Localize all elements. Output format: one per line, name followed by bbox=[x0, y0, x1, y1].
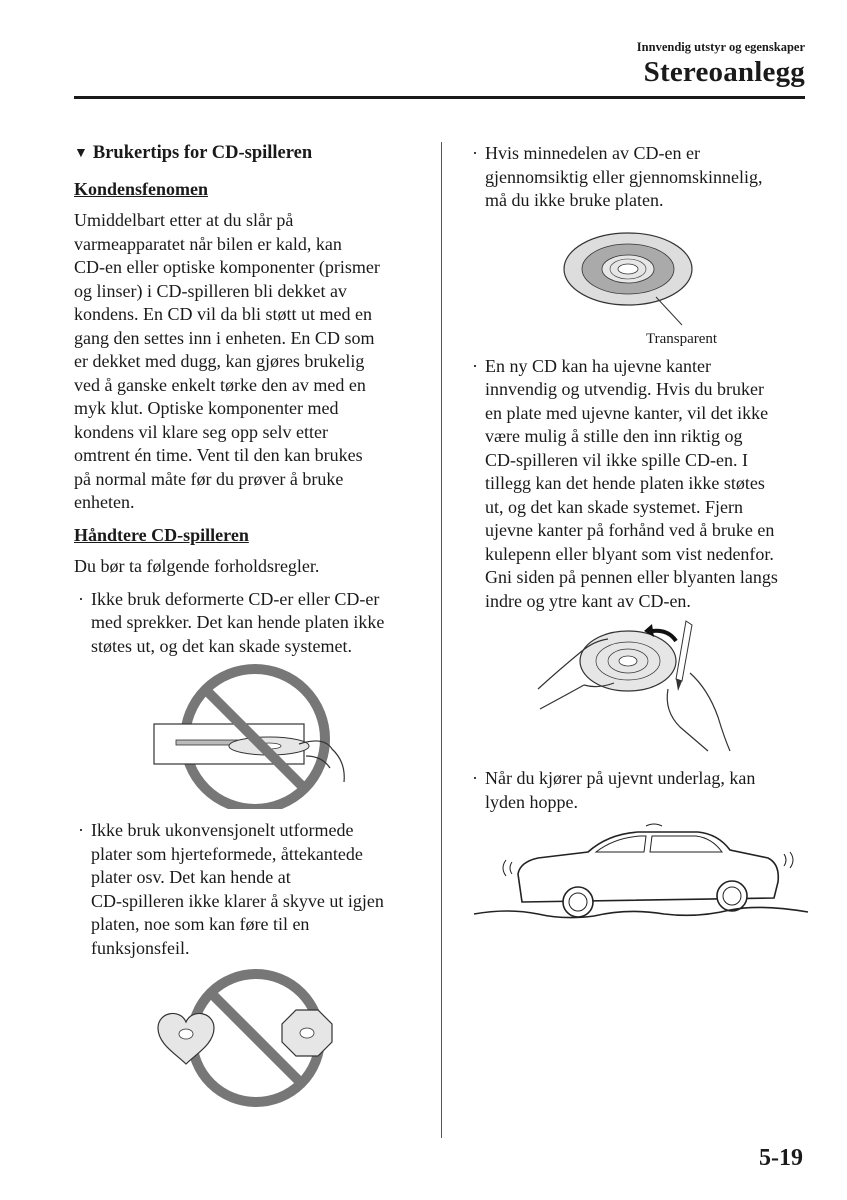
text-line: og linser) i CD-spilleren bli dekket av bbox=[74, 280, 347, 301]
handling-heading: Håndtere CD-spilleren bbox=[74, 524, 249, 545]
text-line: Hvis minnedelen av CD-en er bbox=[485, 143, 700, 163]
text-line: Gni siden på pennen eller blyanten langs bbox=[485, 567, 778, 587]
transparent-cd-illustration bbox=[468, 219, 814, 347]
bullet-dot: · bbox=[472, 355, 478, 376]
text-line: en plate med ujevne kanter, vil det ikke bbox=[485, 402, 769, 423]
text-line: varmeapparatet når bilen er kald, kan bbox=[74, 233, 342, 254]
bullet-unconventional-cd bbox=[74, 819, 422, 960]
right-column bbox=[468, 142, 814, 932]
car-rough-road-illustration bbox=[468, 822, 814, 932]
triangle-marker-icon: ▼ bbox=[74, 146, 88, 161]
text-line: ved å ganske enkelt tørke den av med en bbox=[74, 374, 366, 395]
text-line: funksjonsfeil. bbox=[91, 937, 190, 958]
text-line: tillegg kan det hende platen ikke støtes bbox=[485, 473, 765, 493]
text-line: er dekket med dugg, kan gjøres brukelig bbox=[74, 351, 365, 371]
condensation-paragraph bbox=[74, 209, 422, 515]
bullet-dot: · bbox=[78, 588, 84, 609]
text-line: ujevne kanter på forhånd ved å bruke en bbox=[485, 520, 775, 540]
bullet-rough-edges bbox=[468, 355, 814, 614]
text-line: lyden hoppe. bbox=[485, 791, 578, 812]
bullet-deformed-cd bbox=[74, 588, 422, 659]
section-heading-text: Brukertips for CD-spilleren bbox=[92, 143, 313, 163]
text-line: CD-spilleren ikke klarer å skyve ut igjen bbox=[91, 890, 384, 911]
chapter-subtitle: Innvendig utstyr og egenskaper bbox=[636, 40, 805, 54]
text-line: CD-en eller optiske komponenter (prismer bbox=[74, 257, 380, 277]
page-number: 5-19 bbox=[759, 1145, 803, 1171]
section-heading bbox=[74, 142, 422, 167]
text-line: gang den settes inn i enheten. En CD som bbox=[74, 327, 375, 348]
text-line: CD-spilleren vil ikke spille CD-en. I bbox=[485, 449, 748, 470]
text-line: ut, og det kan skade systemet. Fjern bbox=[485, 496, 743, 517]
text-line: på normal måte før du prøver å bruke bbox=[74, 468, 344, 489]
deburr-cd-illustration bbox=[468, 619, 814, 759]
handling-intro: Du bør ta følgende forholdsregler. bbox=[74, 556, 320, 576]
text-line: En ny CD kan ha ujevne kanter bbox=[485, 355, 711, 376]
text-line: platen, noe som kan føre til en bbox=[91, 914, 310, 934]
bullet-dot: · bbox=[472, 768, 478, 788]
column-divider bbox=[441, 142, 442, 1138]
text-line: indre og ytre kant av CD-en. bbox=[485, 590, 691, 611]
condensation-heading: Kondensfenomen bbox=[74, 178, 209, 199]
text-line: Umiddelbart etter at du slår på bbox=[74, 210, 294, 230]
text-line: Ikke bruk deformerte CD-er eller CD-er bbox=[91, 588, 380, 609]
no-deformed-cd-illustration bbox=[74, 664, 422, 809]
header-rule bbox=[74, 96, 805, 99]
text-line: være mulig å stille den inn riktig og bbox=[485, 426, 743, 446]
text-line: støtes ut, og det kan skade systemet. bbox=[91, 635, 352, 656]
bullet-dot: · bbox=[78, 820, 84, 840]
left-column bbox=[74, 142, 422, 1108]
text-line: kondens vil klare seg opp selv etter bbox=[74, 421, 328, 442]
no-shaped-cd-illustration bbox=[74, 968, 422, 1108]
text-line: plater som hjerteformede, åttekantede bbox=[91, 843, 363, 864]
page-title: Stereoanlegg bbox=[643, 56, 805, 88]
text-line: med sprekker. Det kan hende platen ikke bbox=[91, 612, 385, 632]
text-line: omtrent én time. Vent til den kan brukes bbox=[74, 445, 363, 465]
text-line: kulepenn eller blyant som vist nedenfor. bbox=[485, 543, 774, 564]
text-line: enheten. bbox=[74, 492, 135, 512]
text-line: plater osv. Det kan hende at bbox=[91, 867, 291, 887]
text-line: innvendig og utvendig. Hvis du bruker bbox=[485, 379, 764, 399]
text-line: gjennomsiktig eller gjennomskinnelig, bbox=[485, 166, 763, 187]
transparent-caption: Transparent bbox=[646, 330, 718, 347]
bullet-rough-road bbox=[468, 767, 814, 814]
bullet-dot: · bbox=[472, 143, 478, 163]
text-line: Ikke bruk ukonvensjonelt utformede bbox=[91, 820, 354, 840]
text-line: Når du kjører på ujevnt underlag, kan bbox=[485, 768, 756, 788]
text-line: må du ikke bruke platen. bbox=[485, 190, 664, 210]
text-line: myk klut. Optiske komponenter med bbox=[74, 398, 339, 418]
bullet-transparent-cd bbox=[468, 142, 814, 213]
text-line: kondens. En CD vil da bli støtt ut med en bbox=[74, 304, 372, 324]
